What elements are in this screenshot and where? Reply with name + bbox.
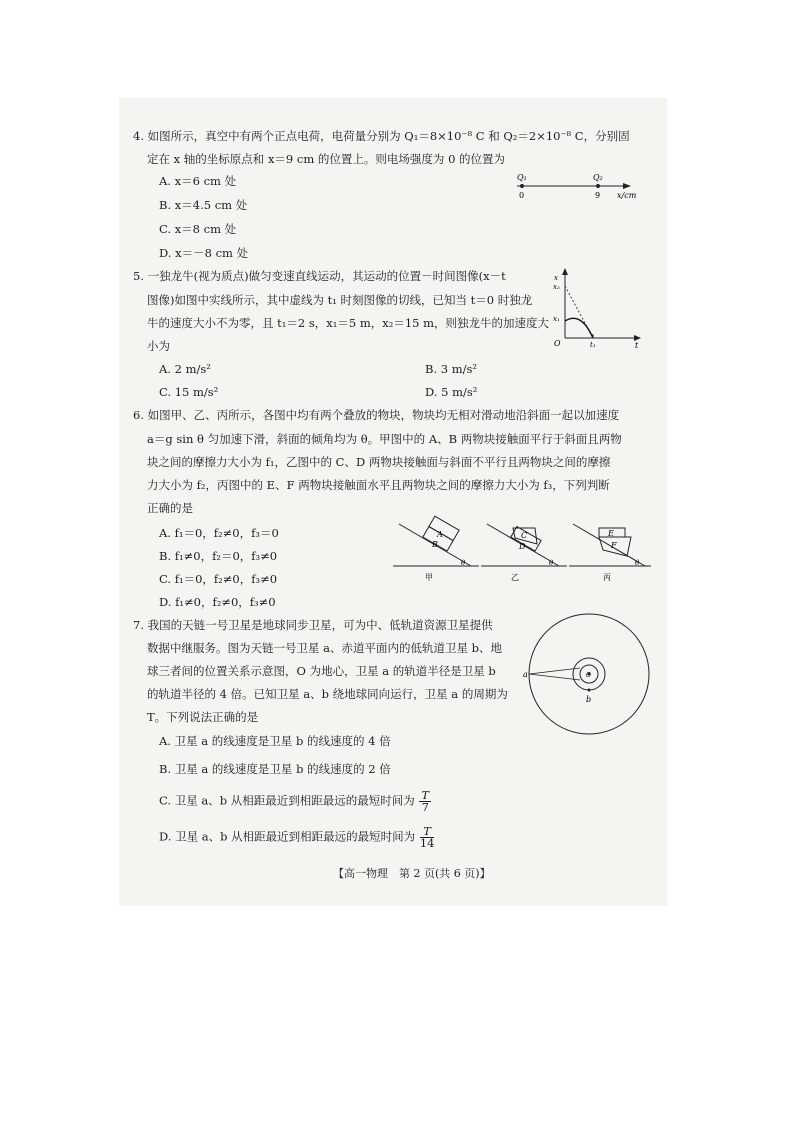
- q5-t1-label: t₁: [590, 341, 596, 349]
- q7-orbit-figure: [525, 610, 655, 742]
- q6-label-jia: 甲: [425, 573, 433, 582]
- page-footer: 【高一物理 第 2 页(共 6 页)】: [333, 867, 491, 880]
- q6-label-bing: 丙: [603, 573, 611, 582]
- q6-stem-line3: 块之间的摩擦力大小为 f₁，乙图中的 C、D 两物块接触面与斜面不平行且两物块之间的摩擦: [147, 455, 611, 469]
- q7-option-a: A. 卫星 a 的线速度是卫星 b 的线速度的 4 倍: [159, 734, 391, 748]
- q5-option-a: A. 2 m/s²: [159, 362, 211, 376]
- q5-axis-t: t: [635, 341, 639, 350]
- q4-stem-line2: 定在 x 轴的坐标原点和 x＝9 cm 的位置上。则电场强度为 0 的位置为: [147, 152, 506, 166]
- q6-block-d-label: D: [519, 542, 526, 551]
- q7-option-d-numerator: T: [420, 826, 435, 838]
- q7-option-c: [159, 790, 431, 813]
- q4-origin-label: 0: [519, 191, 525, 200]
- q7-center-o-label: O: [586, 672, 591, 679]
- q7-option-d-fraction: [420, 826, 435, 849]
- q5-option-b: B. 3 m/s²: [425, 362, 478, 376]
- q5-stem-line2: 图像)如图中实线所示，其中虚线为 t₁ 时刻图像的切线，已知当 t＝0 时独龙: [147, 293, 533, 307]
- q6-incline-figures: [389, 520, 651, 588]
- q4-nine-label: 9: [595, 191, 601, 200]
- q5-stem-line1: 5. 一独龙牛(视为质点)做匀变速直线运动，其运动的位置－时间图像(x－t: [133, 269, 506, 283]
- q5-option-d: D. 5 m/s²: [425, 385, 478, 399]
- q5-stem-line4: 小为: [147, 339, 170, 353]
- q6-stem-line2: a＝g sin θ 匀加速下滑，斜面的倾角均为 θ。甲图中的 A、B 两物块接触面平行于斜面且两物: [147, 432, 622, 446]
- q7-option-d-denominator: 14: [419, 836, 435, 850]
- q5-position-time-graph: [551, 266, 647, 348]
- q5-x2-label: x₂: [553, 283, 560, 291]
- q5-option-c: C. 15 m/s²: [159, 385, 219, 399]
- q7-option-c-numerator: T: [421, 788, 430, 802]
- q6-option-c: C. f₁＝0，f₂≠0，f₃≠0: [159, 572, 278, 586]
- q7-option-d-text: D. 卫星 a、b 从相距最近到相距最远的最短时间为: [159, 829, 416, 844]
- q7-option-b: B. 卫星 a 的线速度是卫星 b 的线速度的 2 倍: [159, 762, 391, 776]
- q7-stem-line1: 7. 我国的天链一号卫星是地球同步卫星，可为中、低轨道资源卫星提供: [133, 618, 493, 632]
- q7-option-c-fraction: [419, 790, 431, 813]
- q4-stem-line1: 4. 如图所示，真空中有两个正点电荷，电荷量分别为 Q₁＝8×10⁻⁸ C 和 Q₂＝2×10⁻⁸ C，分别固: [133, 129, 630, 143]
- q6-option-d: D. f₁≠0，f₂≠0，f₃≠0: [159, 595, 276, 609]
- q6-theta-yi: θ: [549, 559, 554, 567]
- q7-stem-line5: T。下列说法正确的是: [147, 710, 259, 724]
- q6-stem-line4: 力大小为 f₂，丙图中的 E、F 两物块接触面水平且两物块之间的摩擦力大小为 f₃，下列判断: [147, 478, 610, 492]
- q7-stem-line2: 数据中继服务。图为天链一号卫星 a、赤道平面内的低轨道卫星 b、地: [147, 641, 503, 655]
- exam-page: [119, 98, 667, 906]
- q7-stem-line4: 的轨道半径的 4 倍。已知卫星 a、b 绕地球同向运行，卫星 a 的周期为: [147, 687, 508, 701]
- q5-x1-label: x₁: [553, 315, 560, 323]
- q4-option-c: C. x＝8 cm 处: [159, 222, 237, 236]
- q6-theta-jia: θ: [461, 559, 466, 567]
- q6-block-c-label: C: [521, 531, 528, 540]
- q7-option-d: [159, 826, 434, 849]
- q5-axis-x: x: [554, 274, 558, 282]
- q4-charge-axis-figure: [509, 170, 649, 204]
- q6-stem-line1: 6. 如图甲、乙、丙所示，各图中均有两个叠放的物块，物块均无相对滑动地沿斜面一起以加速度: [133, 408, 620, 422]
- q6-block-f-label: F: [611, 541, 617, 550]
- q4-option-b: B. x＝4.5 cm 处: [159, 198, 248, 212]
- q7-stem-line3: 球三者间的位置关系示意图，O 为地心，卫星 a 的轨道半径是卫星 b: [147, 664, 496, 678]
- q5-stem-line3: 牛的速度大小不为零，且 t₁＝2 s，x₁＝5 m，x₂＝15 m，则独龙牛的加速度大: [147, 316, 550, 330]
- q6-label-yi: 乙: [511, 573, 519, 582]
- q6-theta-bing: θ: [635, 559, 640, 567]
- q6-option-a: A. f₁＝0，f₂≠0，f₃＝0: [159, 526, 279, 540]
- q7-satellite-b-label: b: [586, 695, 592, 704]
- q7-satellite-a-label: a: [523, 670, 528, 679]
- q6-block-b-label: B: [432, 540, 438, 549]
- q5-origin-label: O: [554, 339, 561, 348]
- q4-option-d: D. x＝－8 cm 处: [159, 246, 249, 260]
- q6-stem-line5: 正确的是: [147, 501, 193, 515]
- q4-option-a: A. x＝6 cm 处: [159, 174, 237, 188]
- q6-block-a-label: A: [437, 530, 443, 539]
- q4-q1-label: Q₁: [517, 173, 527, 182]
- q4-q2-label: Q₂: [593, 173, 603, 182]
- q7-option-c-text: C. 卫星 a、b 从相距最近到相距最远的最短时间为: [159, 793, 415, 808]
- q7-option-c-denominator: 7: [421, 800, 429, 814]
- q4-axis-label: x/cm: [617, 191, 637, 200]
- q6-block-e-label: E: [608, 529, 614, 538]
- q6-option-b: B. f₁≠0，f₂＝0，f₃≠0: [159, 549, 278, 563]
